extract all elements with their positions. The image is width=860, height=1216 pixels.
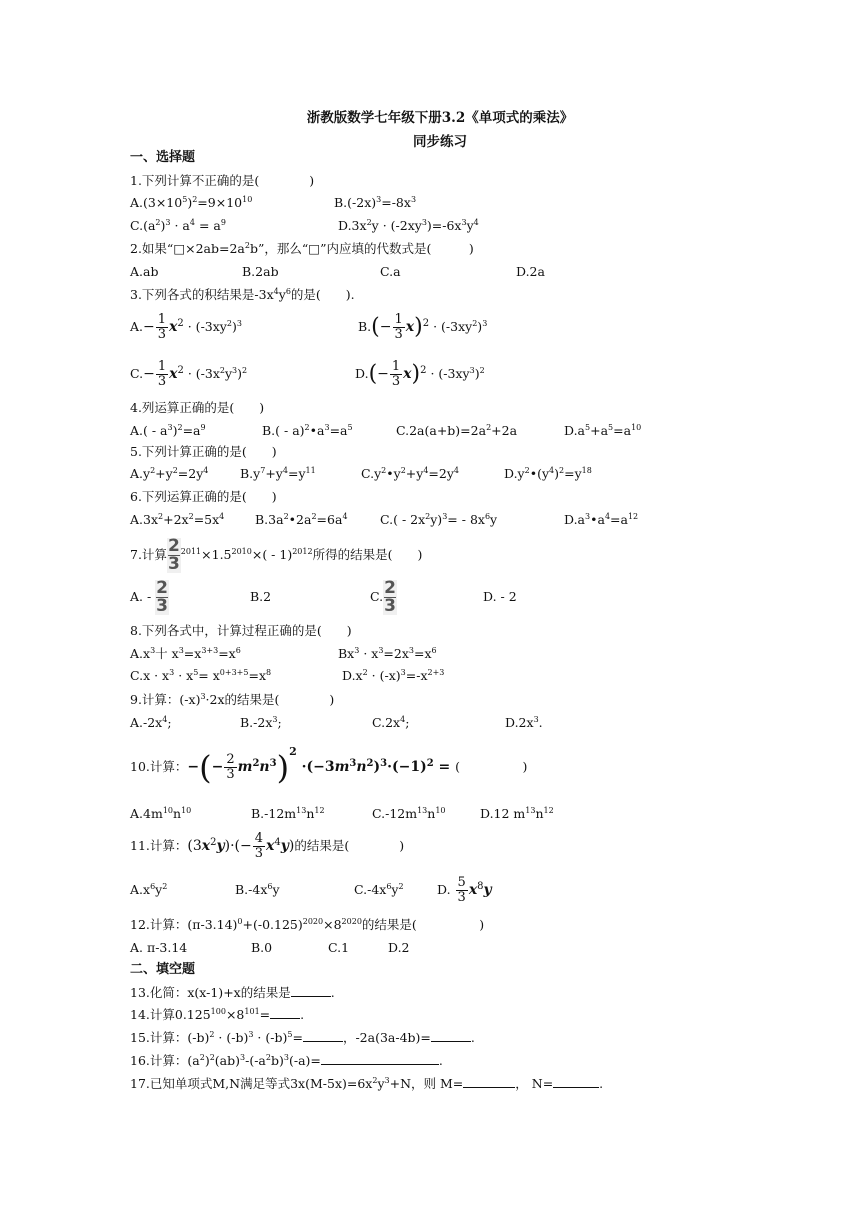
q11-option-d: D. $\frac{5}{3}$ $x^8y$ [437,875,492,905]
question-2-stem: 2.如果“$□\times 2ab=2a^2b$”，那么“□”内应填的代数式是( ) [130,241,474,256]
question-1-stem: 1.下列计算不正确的是( ) [130,173,315,188]
q7-option-b: B.2 [250,589,272,604]
q1-option-a: $A.(3\times 10^5)^2=9\times 10^{10}$ [130,195,253,210]
q11-option-b: $B.-4x^6y$ [235,882,280,897]
q6-option-a: $A.3x^2+2x^2=5x^4$ [130,512,225,527]
question-4-stem: 4.列运算正确的是( ) [130,400,265,415]
q8-option-a: $A.x^3$十 $x^3=x^{3+3}=x^6$ [130,646,241,661]
q10-option-b: $B.-12m^{13}n^{12}$ [251,806,325,821]
question-15: 15.计算：$(-b)^2 \cdot (-b)^3 \cdot (-b)^5=$ ，-2a(3a-4b)= . [130,1030,475,1045]
q8-option-c: $C.x \cdot x^3 \cdot x^5= x^{0+3+5}=x^8$ [130,668,272,683]
question-17: 17.已知单项式M,N满足等式$3x(M-5x)=6x^2y^3+N$，则 M= ， N= . [130,1076,604,1091]
answer-blank[interactable] [303,1041,343,1042]
q6-option-d: $D.a^3•a^4=a^{12}$ [564,512,639,527]
q4-option-b: $B.( - a)^2•a^3=a^5$ [262,423,353,438]
page-title: 浙教版数学七年级下册3.2《单项式的乘法》 [306,110,574,126]
q4-option-a: $A.( - a^3)^2=a^9$ [130,423,206,438]
q11-option-c: $C.-4x^6y^2$ [354,882,404,897]
page-subtitle: 同步练习 [413,134,467,150]
q3-option-a: A.− $\frac{1}{3}$ $x^2 \cdot (-3xy^2)^3$ [130,312,242,342]
q12-option-b: B.0 [251,940,273,955]
question-9-stem: 9.计算：$(-x)^3\cdot 2x$的结果是( ) [130,692,335,707]
answer-blank[interactable] [321,1064,439,1065]
q1-option-c: $C.(a^2)^3 \cdot a^4 = a^9$ [130,218,226,233]
q12-option-d: D.2 [388,940,410,955]
q1-option-d: $D.3x^2y \cdot (-2xy^3)=-6x^3y^4$ [338,218,479,233]
question-5-stem: 5.下列计算正确的是( ) [130,444,277,459]
question-3-stem: 3.下列各式的积结果是$-3x^4y^6$的是( ). [130,287,355,302]
q11-option-a: $A.x^6y^2$ [130,882,168,897]
q4-option-d: $D.a^5+a^5=a^{10}$ [564,423,642,438]
answer-blank-m[interactable] [463,1087,515,1088]
question-7-stem: 7.计算 $\frac{2}{3}$ $^{2011}\times 1.5^{2010}\times( - 1)^{2012}$所得的结果是( ) [130,536,423,574]
q1-option-b: $B.(-2x)^3=-8x^3$ [334,195,417,210]
q10-option-d: D.12 $m^{13}n^{12}$ [480,806,554,821]
q8-option-d: $D.x^2 \cdot (-x)^3=-x^{2+3}$ [342,668,445,683]
q7-option-d: D. - 2 [483,589,517,604]
q5-option-c: $C.y^2•y^2+y^4=2y^4$ [361,466,460,481]
q12-option-c: C.1 [328,940,350,955]
q8-option-b: $Bx^3 \cdot x^3=2x^3=x^6$ [338,646,437,661]
q10-option-c: $C.-12m^{13}n^{10}$ [372,806,446,821]
question-16: 16.计算：$(a^2)^2(ab)^3-(-a^2b)^3(-a)=$ . [130,1053,443,1068]
question-14: 14.计算$0.125^{100}\times 8^{101}=$ . [130,1007,305,1022]
section-choice-heading: 一、选择题 [130,150,196,165]
q10-option-a: $A.4m^{10}n^{10}$ [130,806,192,821]
q3-option-d: D.(− $\frac{1}{3}$ $x)^2 \cdot (-3xy^3)^2$ [355,359,485,389]
question-12-stem: 12.计算：$(\pi-3.14)^0+(-0.125)^{2020}\times 8^{2020}$的结果是( ) [130,917,485,932]
answer-blank[interactable] [270,1018,300,1019]
q7-option-a: A. - $\frac{2}{3}$ [130,578,169,616]
q9-option-a: $A.-2x^4$; [130,715,172,730]
q2-option-a: A.ab [130,264,159,279]
answer-blank[interactable] [431,1041,471,1042]
q7-option-c: C. $\frac{2}{3}$ [370,578,396,616]
question-13: 13.化简：x(x-1)+x的结果是 . [130,985,335,1000]
q2-option-c: C.a [380,264,401,279]
q6-option-b: $B.3a^2•2a^2=6a^4$ [255,512,348,527]
q6-option-c: $C.( - 2x^2y)^3= - 8x^6y$ [380,512,498,527]
q5-option-b: $B.y^7+y^4=y^{11}$ [240,466,316,481]
q12-option-a: A. π-3.14 [130,940,188,955]
q9-option-b: $B.-2x^3$; [240,715,282,730]
q2-option-b: B.2ab [242,264,279,279]
q9-option-c: $C.2x^4$; [372,715,410,730]
question-10-stem: 10.计算：−(− $\frac{2}{3}$ $m^2n^3)^2 \cdot(-3m^3n^2)^3\cdot(-1)^2$ = ( ) [130,745,528,787]
q5-option-a: $A.y^2+y^2=2y^4$ [130,466,209,481]
q2-option-d: D.2a [516,264,545,279]
q5-option-d: $D.y^2•(y^4)^2=y^{18}$ [504,466,592,481]
question-6-stem: 6.下列运算正确的是( ) [130,489,277,504]
q3-option-c: C.− $\frac{1}{3}$ $x^2 \cdot (-3x^2y^3)^2$ [130,359,248,389]
q9-option-d: $D.2x^3$. [505,715,543,730]
q3-option-b: B.(− $\frac{1}{3}$ $x)^2 \cdot (-3xy^2)^3$ [358,312,488,342]
question-11-stem: 11.计算：$(3x^2y)\cdot(-$ $\frac{4}{3}$ $x^4y$)的结果是( ) [130,831,405,861]
answer-blank-n[interactable] [553,1087,599,1088]
answer-blank[interactable] [291,996,331,997]
question-8-stem: 8.下列各式中，计算过程正确的是( ) [130,623,352,638]
q4-option-c: $C.2a(a+b)=2a^2+2a$ [396,423,518,438]
section-fill-heading: 二、填空题 [130,962,196,977]
